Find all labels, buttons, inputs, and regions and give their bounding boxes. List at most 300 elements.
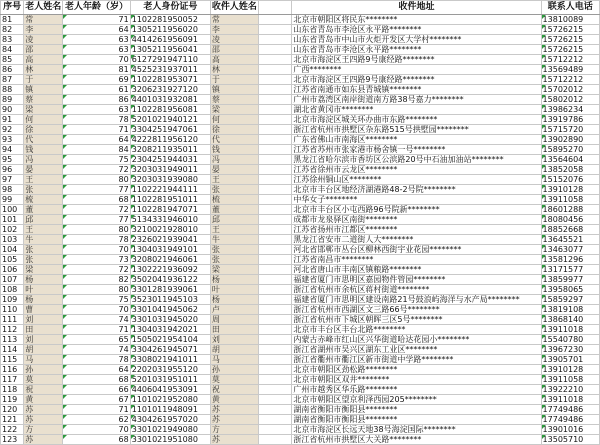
id-number-cell[interactable]: 5201031951011 [130, 375, 210, 385]
id-number-cell[interactable]: 3210021928010 [130, 225, 210, 235]
seq-cell[interactable]: 108 [1, 285, 24, 295]
phone-cell[interactable]: 13919786 [541, 115, 599, 125]
address-cell[interactable]: 山东省青岛市中山市火炬开发区大学村******** [292, 35, 541, 45]
recipient-name-cell[interactable]: 马 [210, 355, 258, 365]
seq-cell[interactable]: 119 [1, 395, 24, 405]
phone-cell[interactable]: 13505710 [541, 435, 599, 445]
table-row[interactable] [1, 315, 600, 325]
blank-cell[interactable] [258, 335, 291, 345]
id-number-cell[interactable]: 2326021939041 [130, 235, 210, 245]
table-row[interactable] [1, 125, 600, 135]
table-row[interactable] [1, 215, 600, 225]
elder-age-cell[interactable]: 72 [63, 165, 130, 175]
table-row[interactable] [1, 85, 600, 95]
table-row[interactable] [1, 365, 600, 375]
elder-age-cell[interactable]: 63 [63, 35, 130, 45]
elder-name-cell[interactable]: 祝 [24, 385, 63, 395]
seq-cell[interactable]: 93 [1, 135, 24, 145]
elder-name-cell[interactable]: 苏 [24, 415, 63, 425]
blank-cell[interactable] [258, 75, 291, 85]
elder-age-cell[interactable]: 75 [63, 155, 130, 165]
phone-cell[interactable]: 13810089 [541, 15, 599, 25]
table-row[interactable] [1, 115, 600, 125]
elder-name-cell[interactable]: 胡 [24, 345, 63, 355]
elder-age-cell[interactable]: 82 [63, 275, 130, 285]
address-cell[interactable]: 江苏省南通市如东县青城镇******** [292, 85, 541, 95]
phone-cell[interactable]: 15859297 [541, 295, 599, 305]
table-row[interactable] [1, 245, 600, 255]
recipient-name-cell[interactable]: 邱 [210, 215, 258, 225]
recipient-name-cell[interactable]: 徐 [210, 125, 258, 135]
seq-cell[interactable]: 90 [1, 105, 24, 115]
elder-name-cell[interactable]: 方 [24, 425, 63, 435]
id-number-cell[interactable]: 3304261945071 [130, 345, 210, 355]
phone-cell[interactable]: 13958065 [541, 285, 599, 295]
seq-cell[interactable]: 111 [1, 315, 24, 325]
id-number-cell[interactable]: 1101011948091 [130, 405, 210, 415]
recipient-name-cell[interactable]: 代 [210, 135, 258, 145]
address-cell[interactable]: 成都市龙泉驿区南街******** [292, 215, 541, 225]
blank-cell[interactable] [258, 115, 291, 125]
seq-cell[interactable]: 94 [1, 145, 24, 155]
seq-cell[interactable]: 99 [1, 195, 24, 205]
elder-age-cell[interactable]: 71 [63, 405, 130, 415]
phone-cell[interactable]: 13645521 [541, 235, 599, 245]
recipient-name-cell[interactable]: 钱 [210, 145, 258, 155]
id-number-cell[interactable]: 1102281951011 [130, 195, 210, 205]
elder-name-cell[interactable]: 苏 [24, 435, 63, 445]
seq-cell[interactable]: 123 [1, 435, 24, 445]
id-number-cell[interactable]: 5134331946010 [130, 215, 210, 225]
address-cell[interactable]: 浙江省衢州市衢江区新市街道中学路******** [292, 355, 541, 365]
elder-age-cell[interactable]: 61 [63, 85, 130, 95]
elder-name-cell[interactable]: 代 [24, 135, 63, 145]
phone-cell[interactable]: 15702012 [541, 85, 599, 95]
elder-name-cell[interactable]: 冯 [24, 155, 63, 165]
header-address[interactable]: 收件地址 [292, 1, 541, 15]
id-number-cell[interactable]: 1505021954104 [130, 335, 210, 345]
recipient-name-cell[interactable]: 张 [210, 185, 258, 195]
elder-age-cell[interactable]: 78 [63, 355, 130, 365]
elder-age-cell[interactable]: 63 [63, 45, 130, 55]
address-cell[interactable]: 北京市丰台区地经济湖港路48-2号院******** [292, 185, 541, 195]
blank-cell[interactable] [258, 185, 291, 195]
elder-name-cell[interactable]: 于 [24, 75, 63, 85]
table-row[interactable] [1, 355, 600, 365]
recipient-name-cell[interactable]: 冯 [210, 155, 258, 165]
recipient-name-cell[interactable]: 卢 [210, 305, 258, 315]
table-row[interactable] [1, 185, 600, 195]
elder-age-cell[interactable]: 73 [63, 255, 130, 265]
id-number-cell[interactable]: 6127291947110 [130, 55, 210, 65]
elder-name-cell[interactable]: 梳 [24, 195, 63, 205]
elder-name-cell[interactable]: 莫 [24, 375, 63, 385]
id-number-cell[interactable]: 4414261956091 [130, 35, 210, 45]
seq-cell[interactable]: 100 [1, 205, 24, 215]
table-row[interactable] [1, 175, 600, 185]
id-number-cell[interactable]: 2304251944031 [130, 155, 210, 165]
elder-name-cell[interactable]: 邵 [24, 45, 63, 55]
header-elder-age[interactable]: 老人年龄（岁） [63, 1, 130, 15]
id-number-cell[interactable]: 1101021952080 [130, 395, 210, 405]
recipient-name-cell[interactable]: 凌 [210, 35, 258, 45]
address-cell[interactable]: 浙江省杭州市下城区朝晖三区5号******** [292, 315, 541, 325]
elder-name-cell[interactable]: 王 [24, 175, 63, 185]
blank-cell[interactable] [258, 365, 291, 375]
table-row[interactable] [1, 145, 600, 155]
table-row[interactable] [1, 75, 600, 85]
address-cell[interactable]: 山东省青岛市李沧区永平路******** [292, 25, 541, 35]
elder-age-cell[interactable]: 68 [63, 195, 130, 205]
id-number-cell[interactable]: 3301031945020 [130, 315, 210, 325]
recipient-name-cell[interactable]: 孙 [210, 365, 258, 375]
elder-name-cell[interactable]: 苏 [24, 405, 63, 415]
elder-name-cell[interactable]: 牛 [24, 235, 63, 245]
elder-age-cell[interactable]: 80 [63, 285, 130, 295]
phone-cell[interactable]: 15726215 [541, 25, 599, 35]
id-number-cell[interactable]: 1304031949101 [130, 245, 210, 255]
recipient-name-cell[interactable]: 于 [210, 75, 258, 85]
table-row[interactable] [1, 275, 600, 285]
blank-cell[interactable] [258, 395, 291, 405]
recipient-name-cell[interactable]: 莫 [210, 375, 258, 385]
table-row[interactable] [1, 25, 600, 35]
seq-cell[interactable]: 122 [1, 425, 24, 435]
elder-age-cell[interactable]: 63 [63, 105, 130, 115]
recipient-name-cell[interactable]: 董 [210, 205, 258, 215]
elder-name-cell[interactable]: 高 [24, 55, 63, 65]
recipient-name-cell[interactable]: 蔡 [210, 95, 258, 105]
elder-age-cell[interactable]: 71 [63, 325, 130, 335]
address-cell[interactable]: 江苏省苏州市张家港市杨舍镇一号******** [292, 145, 541, 155]
seq-cell[interactable]: 97 [1, 175, 24, 185]
address-cell[interactable]: 湖南省衡阳市衡阳县******** [292, 405, 541, 415]
address-cell[interactable]: 江苏省徐州市云龙区******** [292, 165, 541, 175]
table-row[interactable] [1, 255, 600, 265]
blank-cell[interactable] [258, 285, 291, 295]
table-row[interactable] [1, 205, 600, 215]
table-row[interactable] [1, 435, 600, 445]
blank-cell[interactable] [258, 355, 291, 365]
seq-cell[interactable]: 118 [1, 385, 24, 395]
phone-cell[interactable]: 17749486 [541, 405, 599, 415]
table-row[interactable] [1, 285, 600, 295]
blank-cell[interactable] [258, 25, 291, 35]
phone-cell[interactable]: 15712212 [541, 75, 599, 85]
elder-age-cell[interactable]: 74 [63, 315, 130, 325]
elder-age-cell[interactable]: 71 [63, 15, 130, 25]
seq-cell[interactable]: 103 [1, 235, 24, 245]
table-row[interactable] [1, 65, 600, 75]
id-number-cell[interactable]: 3203031939080 [130, 175, 210, 185]
table-row[interactable] [1, 105, 600, 115]
elder-age-cell[interactable]: 80 [63, 175, 130, 185]
blank-cell[interactable] [258, 425, 291, 435]
blank-cell[interactable] [258, 345, 291, 355]
recipient-name-cell[interactable]: 晏 [210, 165, 258, 175]
id-number-cell[interactable]: 3523011945103 [130, 295, 210, 305]
blank-cell[interactable] [258, 305, 291, 315]
phone-cell[interactable]: 13905701 [541, 355, 599, 365]
blank-cell[interactable] [258, 35, 291, 45]
id-number-cell[interactable]: 1305211956041 [130, 45, 210, 55]
phone-cell[interactable]: 13819108 [541, 305, 599, 315]
recipient-name-cell[interactable]: 祝 [210, 385, 258, 395]
seq-cell[interactable]: 89 [1, 95, 24, 105]
elder-age-cell[interactable]: 70 [63, 305, 130, 315]
seq-cell[interactable]: 115 [1, 355, 24, 365]
seq-cell[interactable]: 105 [1, 255, 24, 265]
table-row[interactable] [1, 225, 600, 235]
elder-name-cell[interactable]: 刘 [24, 335, 63, 345]
elder-name-cell[interactable]: 晏 [24, 165, 63, 175]
blank-cell[interactable] [258, 15, 291, 25]
phone-cell[interactable]: 15712212 [541, 55, 599, 65]
recipient-name-cell[interactable]: 梁 [210, 105, 258, 115]
elder-name-cell[interactable]: 蔡 [24, 95, 63, 105]
elder-name-cell[interactable]: 马 [24, 355, 63, 365]
seq-cell[interactable]: 116 [1, 365, 24, 375]
table-row[interactable] [1, 335, 600, 345]
id-number-cell[interactable]: 1102221944111 [130, 185, 210, 195]
blank-cell[interactable] [258, 295, 291, 305]
id-number-cell[interactable]: 4222811956120 [130, 135, 210, 145]
elder-name-cell[interactable]: 梁 [24, 105, 63, 115]
phone-cell[interactable]: 18080456 [541, 215, 599, 225]
recipient-name-cell[interactable]: 高 [210, 55, 258, 65]
seq-cell[interactable]: 86 [1, 65, 24, 75]
elder-age-cell[interactable]: 72 [63, 265, 130, 275]
blank-cell[interactable] [258, 65, 291, 75]
recipient-name-cell[interactable]: 苏 [210, 415, 258, 425]
phone-cell[interactable]: 13986234 [541, 105, 599, 115]
elder-name-cell[interactable]: 刘 [24, 315, 63, 325]
elder-name-cell[interactable]: 李 [24, 25, 63, 35]
elder-age-cell[interactable]: 78 [63, 235, 130, 245]
elder-age-cell[interactable]: 65 [63, 335, 130, 345]
elder-name-cell[interactable]: 张 [24, 245, 63, 255]
address-cell[interactable]: 北京市海淀区长远天地38号海淀国际******** [292, 425, 541, 435]
table-row[interactable] [1, 55, 600, 65]
id-number-cell[interactable]: 3301281939061 [130, 285, 210, 295]
address-cell[interactable]: 河北省邯郸市丛台区柳林西街宇业花园******** [292, 245, 541, 255]
seq-cell[interactable]: 87 [1, 75, 24, 85]
id-number-cell[interactable]: 1302221936092 [130, 265, 210, 275]
seq-cell[interactable]: 81 [1, 15, 24, 25]
seq-cell[interactable]: 95 [1, 155, 24, 165]
table-row[interactable] [1, 265, 600, 275]
elder-age-cell[interactable]: 86 [63, 95, 130, 105]
recipient-name-cell[interactable]: 梁 [210, 265, 258, 275]
blank-cell[interactable] [258, 175, 291, 185]
address-cell[interactable]: 北京市丰台区丰台北路******** [292, 325, 541, 335]
blank-cell[interactable] [258, 195, 291, 205]
blank-cell[interactable] [258, 325, 291, 335]
phone-cell[interactable]: 15152076 [541, 175, 599, 185]
address-cell[interactable]: 浙江省湖州市吴兴区湖东工业区******** [292, 345, 541, 355]
recipient-name-cell[interactable]: 何 [210, 115, 258, 125]
elder-age-cell[interactable]: 84 [63, 145, 130, 155]
phone-cell[interactable]: 13922210 [541, 385, 599, 395]
elder-age-cell[interactable]: 68 [63, 435, 130, 445]
elder-age-cell[interactable]: 69 [63, 75, 130, 85]
elder-age-cell[interactable]: 81 [63, 65, 130, 75]
blank-cell[interactable] [258, 435, 291, 445]
phone-cell[interactable]: 13852058 [541, 165, 599, 175]
phone-cell[interactable]: 13859977 [541, 275, 599, 285]
recipient-name-cell[interactable]: 王 [210, 225, 258, 235]
id-number-cell[interactable]: 4304261957020 [130, 415, 210, 425]
blank-cell[interactable] [258, 255, 291, 265]
id-number-cell[interactable]: 2202031955120 [130, 365, 210, 375]
address-cell[interactable]: 广西******** [292, 65, 541, 75]
seq-cell[interactable]: 120 [1, 405, 24, 415]
address-cell[interactable]: 浙江省杭州市西湖区文三路66号******** [292, 305, 541, 315]
elder-name-cell[interactable]: 张 [24, 185, 63, 195]
address-cell[interactable]: 北京市朝阳区双井******** [292, 375, 541, 385]
address-cell[interactable]: 北京市朝阳区望京利泽西园205******** [292, 395, 541, 405]
elder-name-cell[interactable]: 张 [24, 255, 63, 265]
phone-cell[interactable]: 15895270 [541, 145, 599, 155]
address-cell[interactable]: 黑龙江省哈尔滨市香坊区公滨路20号中石油加油站******** [292, 155, 541, 165]
blank-cell[interactable] [258, 415, 291, 425]
recipient-name-cell[interactable]: 黄 [210, 395, 258, 405]
address-cell[interactable]: 黑龙江省安市二道街人大******** [292, 235, 541, 245]
seq-cell[interactable]: 102 [1, 225, 24, 235]
blank-cell[interactable] [258, 135, 291, 145]
id-number-cell[interactable]: 3206231927120 [130, 85, 210, 95]
phone-cell[interactable]: 13902890 [541, 135, 599, 145]
elder-name-cell[interactable]: 常 [24, 15, 63, 25]
recipient-name-cell[interactable]: 张 [210, 245, 258, 255]
blank-cell[interactable] [258, 145, 291, 155]
phone-cell[interactable]: 13911018 [541, 395, 599, 405]
elder-name-cell[interactable]: 田 [24, 325, 63, 335]
phone-cell[interactable]: 13967230 [541, 345, 599, 355]
phone-cell[interactable]: 13868140 [541, 315, 599, 325]
phone-cell[interactable]: 13569489 [541, 65, 599, 75]
id-number-cell[interactable]: 3208211935011 [130, 145, 210, 155]
phone-cell[interactable]: 15540780 [541, 335, 599, 345]
seq-cell[interactable]: 110 [1, 305, 24, 315]
seq-cell[interactable]: 112 [1, 325, 24, 335]
seq-cell[interactable]: 82 [1, 25, 24, 35]
address-cell[interactable]: 浙江省杭州市拱墅区杂东路515号拱墅园******** [292, 125, 541, 135]
address-cell[interactable]: 河北省唐山市丰南区镇粮路******** [292, 265, 541, 275]
table-row[interactable] [1, 35, 600, 45]
address-cell[interactable]: 山东省青岛市李沧区永平路******** [292, 45, 541, 55]
elder-name-cell[interactable]: 林 [24, 65, 63, 75]
address-cell[interactable]: 江苏省南昌市******** [292, 255, 541, 265]
header-id-number[interactable]: 老人身份证号 [130, 1, 210, 15]
address-cell[interactable]: 北京市海淀区城关环办曲市东路******** [292, 115, 541, 125]
header-elder-name[interactable]: 老人姓名 [24, 1, 63, 15]
elder-age-cell[interactable]: 78 [63, 115, 130, 125]
seq-cell[interactable]: 88 [1, 85, 24, 95]
seq-cell[interactable]: 104 [1, 245, 24, 255]
table-row[interactable] [1, 385, 600, 395]
phone-cell[interactable]: 15726215 [541, 45, 599, 55]
blank-cell[interactable] [258, 405, 291, 415]
seq-cell[interactable]: 101 [1, 215, 24, 225]
elder-age-cell[interactable]: 77 [63, 215, 130, 225]
elder-name-cell[interactable]: 孙 [24, 365, 63, 375]
elder-name-cell[interactable]: 叶 [24, 285, 63, 295]
id-number-cell[interactable]: 3208021946061 [130, 255, 210, 265]
address-cell[interactable]: 江苏省扬州市江都区******** [292, 225, 541, 235]
seq-cell[interactable]: 109 [1, 295, 24, 305]
address-cell[interactable]: 湖北省黄冈市******** [292, 105, 541, 115]
table-row[interactable] [1, 95, 600, 105]
id-number-cell[interactable]: 3301041945062 [130, 305, 210, 315]
blank-cell[interactable] [258, 385, 291, 395]
recipient-name-cell[interactable]: 林 [210, 65, 258, 75]
seq-cell[interactable]: 113 [1, 335, 24, 345]
elder-name-cell[interactable]: 董 [24, 205, 63, 215]
header-seq[interactable]: 序号 [1, 1, 24, 15]
table-row[interactable] [1, 325, 600, 335]
elder-name-cell[interactable]: 曹 [24, 305, 63, 315]
address-cell[interactable]: 内蒙古赤峰市红山区兴华街道哈达花园小******** [292, 335, 541, 345]
elder-age-cell[interactable]: 74 [63, 345, 130, 355]
recipient-name-cell[interactable]: 常 [210, 15, 258, 25]
id-number-cell[interactable]: 4401031932081 [130, 95, 210, 105]
elder-name-cell[interactable]: 凌 [24, 35, 63, 45]
phone-cell[interactable]: 13910128 [541, 365, 599, 375]
table-row[interactable] [1, 195, 600, 205]
recipient-name-cell[interactable]: 牛 [210, 235, 258, 245]
elder-age-cell[interactable]: 77 [63, 185, 130, 195]
table-row[interactable] [1, 415, 600, 425]
blank-cell[interactable] [258, 375, 291, 385]
phone-cell[interactable]: 13171577 [541, 265, 599, 275]
blank-cell[interactable] [258, 245, 291, 255]
phone-cell[interactable]: 18601288 [541, 205, 599, 215]
blank-cell[interactable] [258, 205, 291, 215]
blank-cell[interactable] [258, 265, 291, 275]
elder-age-cell[interactable]: 62 [63, 415, 130, 425]
seq-cell[interactable]: 92 [1, 125, 24, 135]
elder-name-cell[interactable]: 何 [24, 115, 63, 125]
table-row[interactable] [1, 15, 600, 25]
address-cell[interactable]: 福建省厦门市思明区建设南路21号鼓浪屿海洋与水产局******** [292, 295, 541, 305]
seq-cell[interactable]: 106 [1, 265, 24, 275]
recipient-name-cell[interactable]: 杨 [210, 295, 258, 305]
elder-name-cell[interactable]: 梁 [24, 265, 63, 275]
table-row[interactable] [1, 235, 600, 245]
id-number-cell[interactable]: 1102281950052 [130, 15, 210, 25]
id-number-cell[interactable]: 1304031942021 [130, 325, 210, 335]
id-number-cell[interactable]: 1305211956020 [130, 25, 210, 35]
elder-age-cell[interactable]: 72 [63, 205, 130, 215]
elder-age-cell[interactable]: 68 [63, 375, 130, 385]
phone-cell[interactable]: 13911058 [541, 195, 599, 205]
table-row[interactable] [1, 345, 600, 355]
id-number-cell[interactable]: 3203031949011 [130, 165, 210, 175]
phone-cell[interactable]: 17749486 [541, 415, 599, 425]
elder-name-cell[interactable]: 黄 [24, 395, 63, 405]
seq-cell[interactable]: 114 [1, 345, 24, 355]
elder-name-cell[interactable]: 杨 [24, 275, 63, 285]
elder-age-cell[interactable]: 66 [63, 385, 130, 395]
seq-cell[interactable]: 96 [1, 165, 24, 175]
recipient-name-cell[interactable]: 梳 [210, 195, 258, 205]
address-cell[interactable]: 浙江省杭州市余杭区蒋村街道******** [292, 285, 541, 295]
elder-age-cell[interactable]: 75 [63, 295, 130, 305]
id-number-cell[interactable]: 1102281953071 [130, 75, 210, 85]
seq-cell[interactable]: 98 [1, 185, 24, 195]
address-cell[interactable]: 湖南省衡阳市衡阳县******** [292, 415, 541, 425]
